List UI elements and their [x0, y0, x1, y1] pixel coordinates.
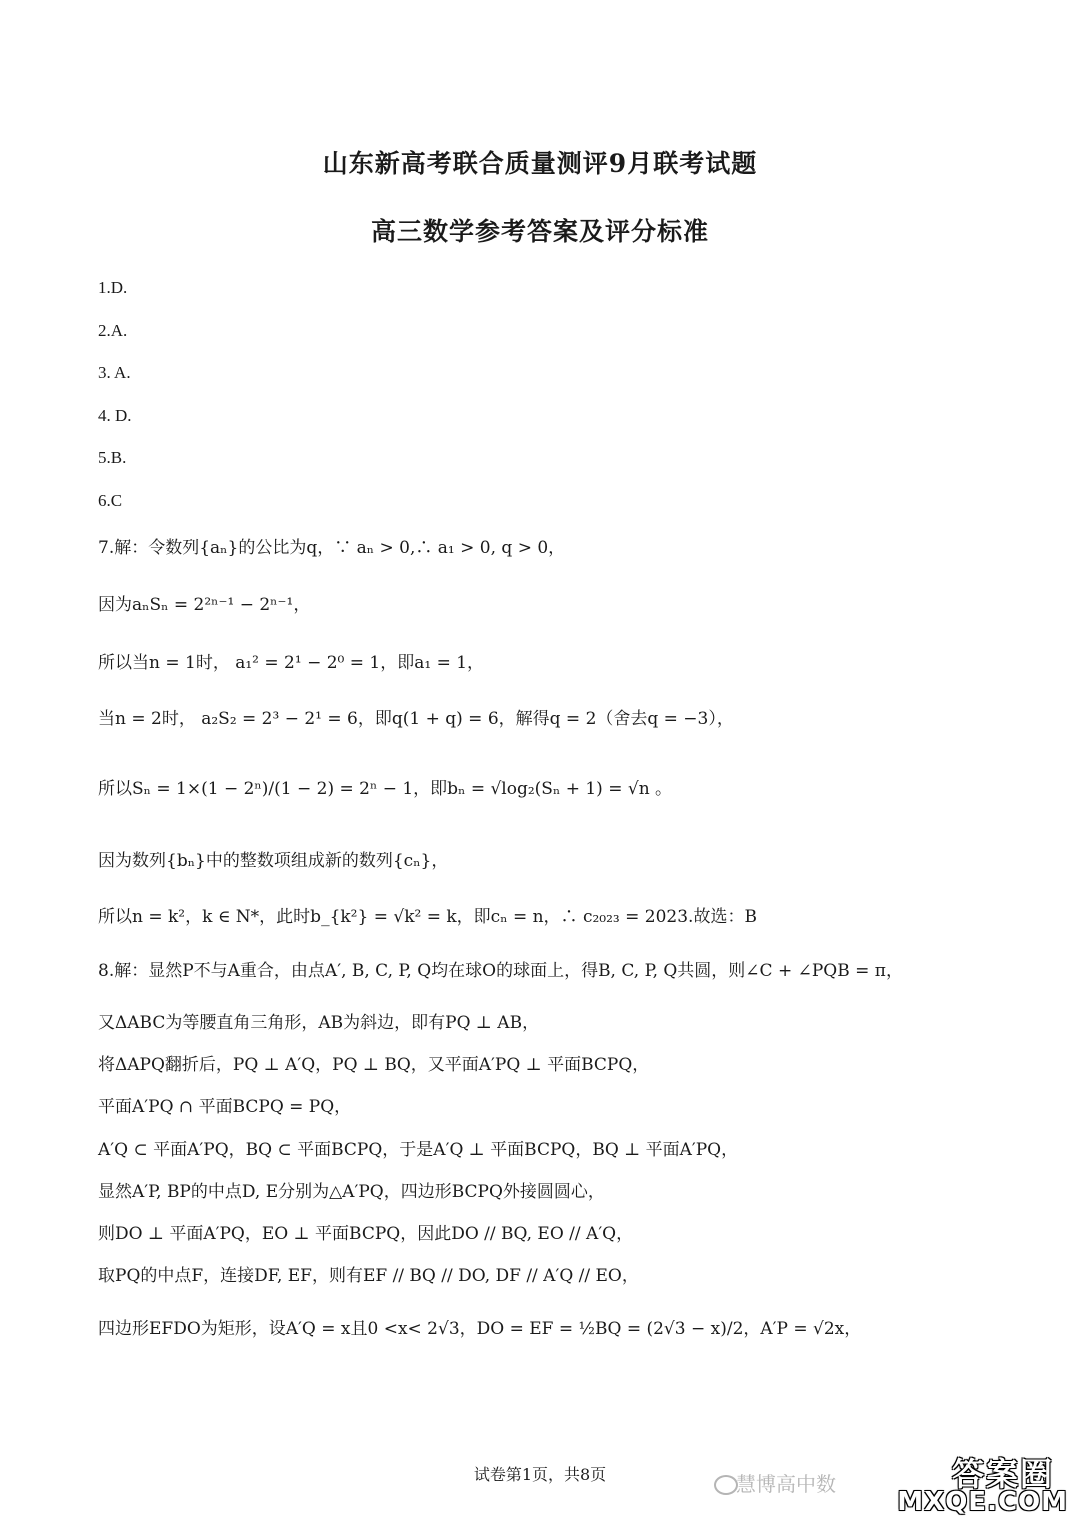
watermark-logo-bottom: MXQE.COM: [897, 1487, 1068, 1517]
q7-line-2: 因为aₙSₙ = 2²ⁿ⁻¹ − 2ⁿ⁻¹，: [98, 595, 311, 615]
answer-2: 2.A.: [98, 321, 128, 340]
q8-line-6: 显然A′P, BP的中点D, E分别为△A′PQ，四边形BCPQ外接圆圆心，: [98, 1182, 605, 1202]
q8-line-8: 取PQ的中点F，连接DF, EF，则有EF // BQ // DO, DF // A′Q // EO，: [98, 1266, 639, 1286]
answer-1: 1.D.: [98, 278, 128, 297]
q7-line-7: 所以n = k²，k ∈ N*，此时b_{k²} = √k² = k，即cₙ = n，∴ c₂₀₂₃ = 2023.故选：B: [98, 907, 757, 927]
q8-line-9: 四边形EFDO为矩形，设A′Q = x且0 <x< 2√3，DO = EF = ½BQ = (2√3 − x)/2，A′P = √2x，: [98, 1319, 862, 1339]
q7-line-1: 7.解：令数列{aₙ}的公比为q，∵ aₙ > 0,∴ a₁ > 0, q > 0，: [98, 538, 566, 558]
q8-line-4: 平面A′PQ ∩ 平面BCPQ = PQ，: [98, 1097, 352, 1117]
q7-line-4: 当n = 2时， a₂S₂ = 2³ − 2¹ = 6，即q(1 + q) = 6，解得q = 2（舍去q = −3），: [98, 709, 734, 729]
q7-line-3: 所以当n = 1时， a₁² = 2¹ − 2⁰ = 1，即a₁ = 1，: [98, 653, 485, 673]
q7-line-6: 因为数列{bₙ}中的整数项组成新的数列{cₙ}，: [98, 851, 449, 871]
watermark-logo: [894, 1449, 1074, 1519]
watermark-account: 慧博高中数: [736, 1472, 836, 1496]
watermark-logo-top: 答案圈: [951, 1455, 1054, 1493]
q8-line-5: A′Q ⊂ 平面A′PQ，BQ ⊂ 平面BCPQ，于是A′Q ⊥ 平面BCPQ，BQ ⊥ 平面A′PQ，: [98, 1140, 739, 1160]
page-subtitle: 高三数学参考答案及评分标准: [370, 217, 709, 246]
answer-5: 5.B.: [98, 448, 127, 467]
watermark: [714, 1449, 1074, 1519]
page-footer: 试卷第1页，共8页: [473, 1465, 607, 1484]
answer-4: 4. D.: [98, 406, 132, 425]
page-title: 山东新高考联合质量测评9月联考试题: [322, 149, 758, 178]
wechat-icon: [714, 1475, 738, 1495]
answer-3: 3. A.: [98, 363, 131, 382]
q8-line-1: 8.解：显然P不与A重合，由点A′, B, C, P, Q均在球O的球面上，得B, C, P, Q共圆，则∠C + ∠PQB = π，: [98, 961, 903, 981]
q7-line-5: 所以Sₙ = 1×(1 − 2ⁿ)/(1 − 2) = 2ⁿ − 1，即bₙ = √log₂(Sₙ + 1) = √n 。: [98, 779, 673, 799]
q8-line-2: 又ΔABC为等腰直角三角形，AB为斜边，即有PQ ⊥ AB，: [98, 1013, 540, 1033]
answer-6: 6.C: [98, 491, 123, 510]
q8-line-7: 则DO ⊥ 平面A′PQ，EO ⊥ 平面BCPQ，因此DO // BQ, EO // A′Q，: [98, 1224, 634, 1244]
q8-line-3: 将ΔAPQ翻折后，PQ ⊥ A′Q，PQ ⊥ BQ，又平面A′PQ ⊥ 平面BCPQ，: [98, 1055, 650, 1075]
